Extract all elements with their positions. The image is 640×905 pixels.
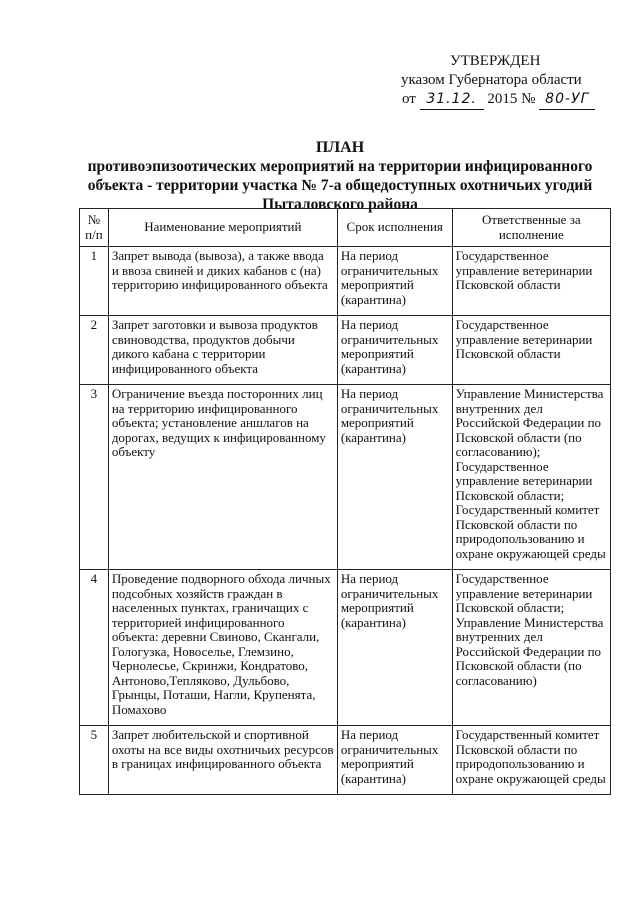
row-num: 5 xyxy=(80,726,109,795)
row-term: На период ограничительных мероприятий (карантина) xyxy=(337,570,452,726)
row-num: 4 xyxy=(80,570,109,726)
header-term: Срок исполнения xyxy=(337,209,452,247)
table-row xyxy=(80,316,611,385)
row-responsible xyxy=(452,247,610,316)
row-name: Ограничение въезда посторонних лиц на территорию инфицированного объекта; установление аншлагов на дорогах, ведущих к инфицированному объекту xyxy=(108,385,337,570)
handwritten-date: 31.12. xyxy=(420,90,484,110)
handwritten-number: 80-УГ xyxy=(539,90,595,110)
heading-plan-word: ПЛАН xyxy=(315,139,365,156)
table-row xyxy=(80,726,611,795)
row-term: На период ограничительных мероприятий (карантина) xyxy=(337,316,452,385)
row-term: На период ограничительных мероприятий (карантина) xyxy=(337,385,452,570)
row-responsible xyxy=(452,316,610,385)
row-responsible xyxy=(452,570,610,726)
approval-stamp-block xyxy=(398,52,628,110)
table-header-row xyxy=(80,209,611,247)
responsible-entry: Государственный комитет Псковской области по природопользованию и охране окружающей среды xyxy=(455,727,606,786)
header-num: № п/п xyxy=(80,209,109,247)
row-term: На период ограничительных мероприятий (карантина) xyxy=(337,726,452,795)
row-name: Запрет любительской и спортивной охоты на все виды охотничьих ресурсов в границах инфицированного объекта xyxy=(108,726,337,795)
year-text: 2015 № xyxy=(487,91,536,107)
approval-title: УТВЕРЖДЕН xyxy=(450,53,541,69)
table-row xyxy=(80,247,611,316)
table-row xyxy=(80,570,611,726)
responsible-entry: Государственное управление ветеринарии Псковской области; xyxy=(455,458,593,503)
responsible-entry: Управление Министерства внутренних дел Российской Федерации по Псковской области (по согласованию); xyxy=(455,386,604,459)
heading-line-2: объекта - территории участка № 7-а общедоступных охотничьих угодий xyxy=(87,177,593,194)
row-name: Запрет заготовки и вывоза продуктов свиноводства, продуктов добычи дикого кабана с территории инфицированного объекта xyxy=(108,316,337,385)
date-prefix: от xyxy=(402,91,416,107)
row-num: 3 xyxy=(80,385,109,570)
responsible-entry: Управление Министерства внутренних дел Российской Федерации по Псковской области (по согласованию) xyxy=(455,614,604,688)
table-row xyxy=(80,385,611,570)
approval-subtitle: указом Губернатора области xyxy=(401,72,582,88)
heading-line-1: противоэпизоотических мероприятий на территории инфицированного xyxy=(87,158,593,175)
row-responsible xyxy=(452,385,610,570)
row-name: Проведение подворного обхода личных подсобных хозяйств граждан в населенных пунктах, граничащих с территорией инфицированного объекта: деревни Свиново, Скангали, Гологузка, Новоселье, Глемзино, Чернолесье, Скринжи, Кондратово, Антоново,Тепляково, Дульбово, Грынцы, Поташи, Нагли, Крупенята, Помахово xyxy=(108,570,337,726)
responsible-entry: Государственное управление ветеринарии Псковской области xyxy=(455,248,593,292)
heading-line-3: Пыталовского района xyxy=(262,196,418,213)
approval-date-line xyxy=(398,90,628,110)
row-term: На период ограничительных мероприятий (карантина) xyxy=(337,247,452,316)
row-num: 2 xyxy=(80,316,109,385)
measures-table xyxy=(79,208,611,795)
header-name: Наименование мероприятий xyxy=(108,209,337,247)
document-heading xyxy=(60,138,620,214)
header-responsible: Ответственные за исполнение xyxy=(452,209,610,247)
row-responsible xyxy=(452,726,610,795)
row-num: 1 xyxy=(80,247,109,316)
responsible-entry: Государственный комитет Псковской области по природопользованию и охране окружающей среды xyxy=(455,502,606,561)
responsible-entry: Государственное управление ветеринарии Псковской области xyxy=(455,317,593,361)
responsible-entry: Государственное управление ветеринарии Псковской области; xyxy=(455,571,593,615)
row-name: Запрет вывода (вывоза), а также ввода и ввоза свиней и диких кабанов с (на) территорию инфицированного объекта xyxy=(108,247,337,316)
